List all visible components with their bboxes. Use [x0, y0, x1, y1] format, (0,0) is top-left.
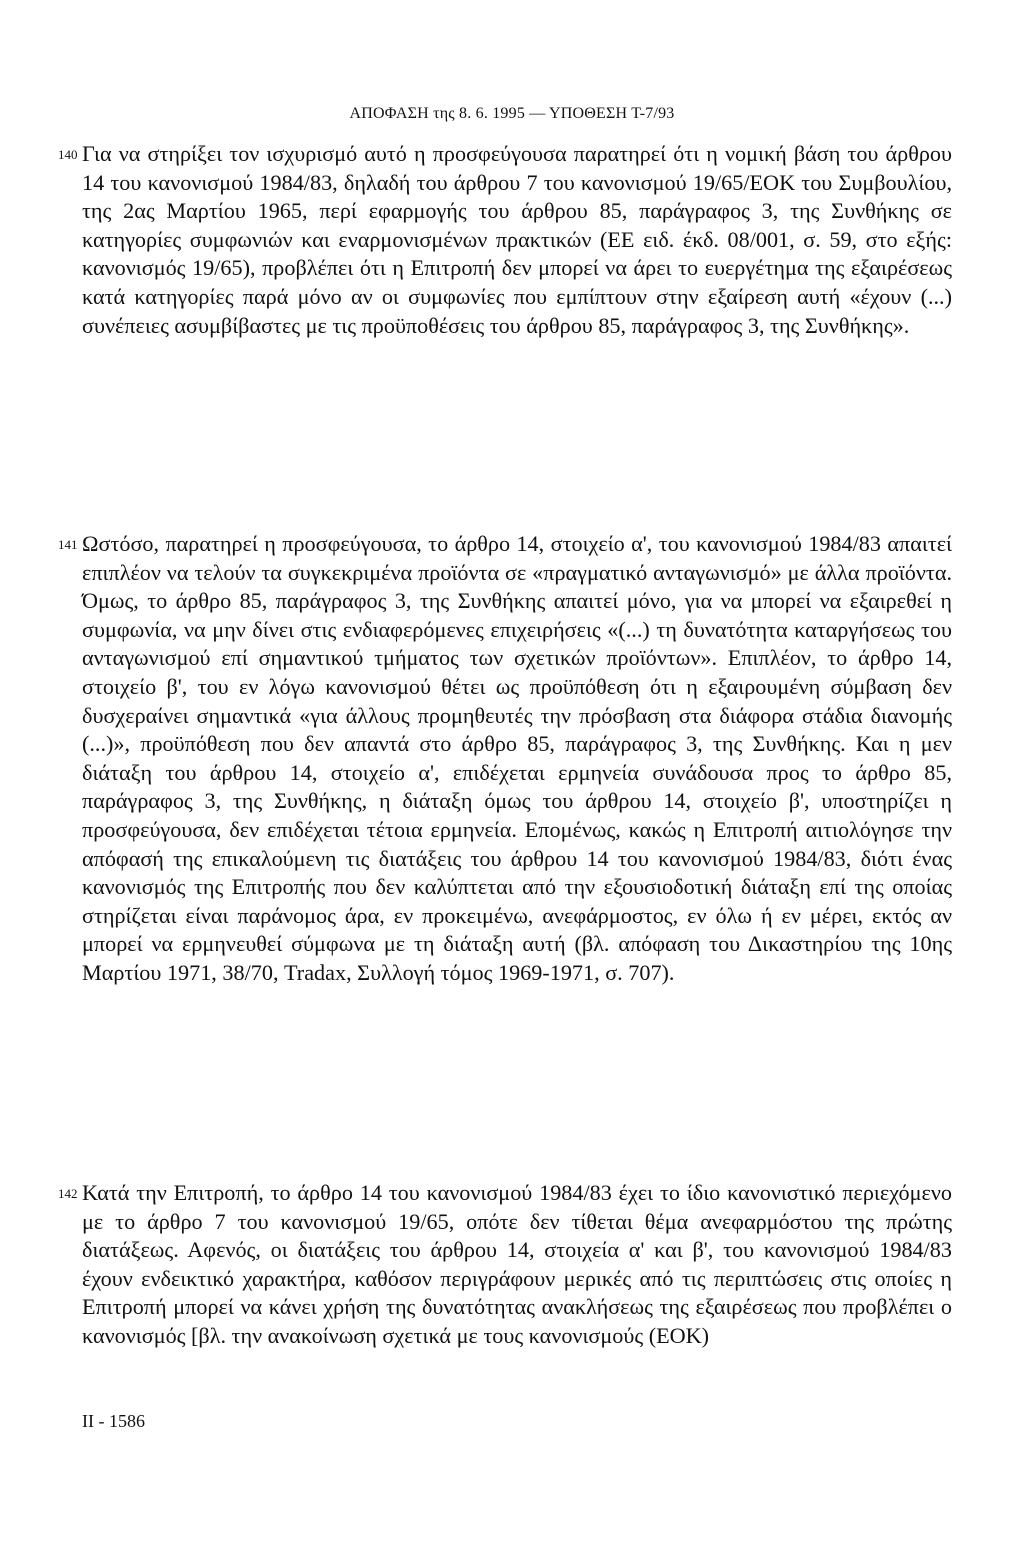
paragraph-number: 142 [58, 1186, 78, 1201]
paragraph-141 [0, 530, 1024, 988]
paragraph-number: 141 [58, 537, 78, 552]
paragraph-text: Ωστόσο, παρατηρεί η προσφεύγουσα, το άρθρο 14, στοιχείο α', του κανονισμού 1984/83 απαιτεί επιπλέον να τελούν τα συγκεκριμένα προϊόντα σε «πραγματικό ανταγωνισμό» με άλλα προϊόντα. Όμως, το άρθρο 85, παράγραφος 3, της Συνθήκης απαιτεί μόνο, για να μπορεί να εξαιρεθεί η συμφωνία, να μην δίνει στις ενδιαφερόμενες επιχειρήσεις «(...) τη δυνατότητα καταργήσεως του ανταγωνισμού επί σημαντικού τμήματος των σχετικών προϊόντων». Επιπλέον, το άρθρο 14, στοιχείο β', του εν λόγω κανονισμού θέτει ως προϋπόθεση ότι η εξαιρουμένη σύμβαση δεν δυσχεραίνει σημαντικά «για άλλους προμηθευτές την πρόσβαση στα διάφορα στάδια διανομής (...)», προϋπόθεση που δεν απαντά στο άρθρο 85, παράγραφος 3, της Συνθήκης. Και η μεν διάταξη του άρθρου 14, στοιχείο α', επιδέχεται ερμηνεία συνάδουσα προς το άρθρο 85, παράγραφος 3, της Συνθήκης, η διάταξη όμως του άρθρου 14, στοιχείο β', υποστηρίζει η προσφεύγουσα, δεν επιδέχεται τέτοια ερμηνεία. Επομένως, κακώς η Επιτροπή αιτιολόγησε την απόφασή της επικαλούμενη τις διατάξεις του άρθρου 14 του κανονισμού 1984/83, διότι ένας κανονισμός της Επιτροπής που δεν καλύπτεται από την εξουσιοδοτική διάταξη επί της οποίας στηρίζεται είναι παράνομος άρα, εν προκειμένω, ανεφάρμοστος, εν όλω ή εν μέρει, εκτός αν μπορεί να ερμηνευθεί σύμφωνα με τη διάταξη αυτή (βλ. απόφαση του Δικαστηρίου της 10ης Μαρτίου 1971, 38/70, Tradax, Συλλογή τόμος 1969-1971, σ. 707). [82, 531, 952, 985]
paragraph-number: 140 [58, 147, 78, 162]
paragraph-text: Κατά την Επιτροπή, το άρθρο 14 του κανονισμού 1984/83 έχει το ίδιο κανονιστικό περιεχόμενο με το άρθρο 7 του κανονισμού 19/65, οπότε δεν τίθεται θέμα ανεφαρμόστου της πρώτης διατάξεως. Αφενός, οι διατάξεις του άρθρου 14, στοιχεία α' και β', του κανονισμού 1984/83 έχουν ενδεικτικό χαρακτήρα, καθόσον περιγράφουν μερικές από τις περιπτώσεις στις οποίες η Επιτροπή μπορεί να κάνει χρήση της δυνατότητας ανακλήσεως της εξαιρέσεως που προβλέπει ο κανονισμός [βλ. την ανακοίνωση σχετικά με τους κανονισμούς (ΕΟΚ) [82, 1180, 952, 1348]
paragraph-142 [0, 1179, 1024, 1351]
page-number: II - 1586 [82, 1411, 145, 1431]
paragraph-text: Για να στηρίξει τον ισχυρισμό αυτό η προσφεύγουσα παρατηρεί ότι η νομική βάση του άρθρου 14 του κανονισμού 1984/83, δηλαδή του άρθρου 7 του κανονισμού 19/65/ΕΟΚ του Συμβουλίου, της 2ας Μαρτίου 1965, περί εφαρμογής του άρθρου 85, παράγραφος 3, της Συνθήκης σε κατηγορίες συμφωνιών και εναρμονισμένων πρακτικών (ΕΕ ειδ. έκδ. 08/001, σ. 59, στο εξής: κανονισμός 19/65), προβλέπει ότι η Επιτροπή δεν μπορεί να άρει το ευεργέτημα της εξαιρέσεως κατά κατηγορίες παρά μόνο αν οι συμφωνίες που εμπίπτουν στην εξαίρεση αυτή «έχουν (...) συνέπειες ασυμβίβαστες με τις προϋποθέσεις του άρθρου 85, παράγραφος 3, της Συνθήκης». [82, 141, 952, 338]
page-header: ΑΠΟΦΑΣΗ της 8. 6. 1995 — ΥΠΟΘΕΣΗ Τ-7/93 [349, 105, 675, 122]
paragraph-140 [0, 140, 1024, 340]
